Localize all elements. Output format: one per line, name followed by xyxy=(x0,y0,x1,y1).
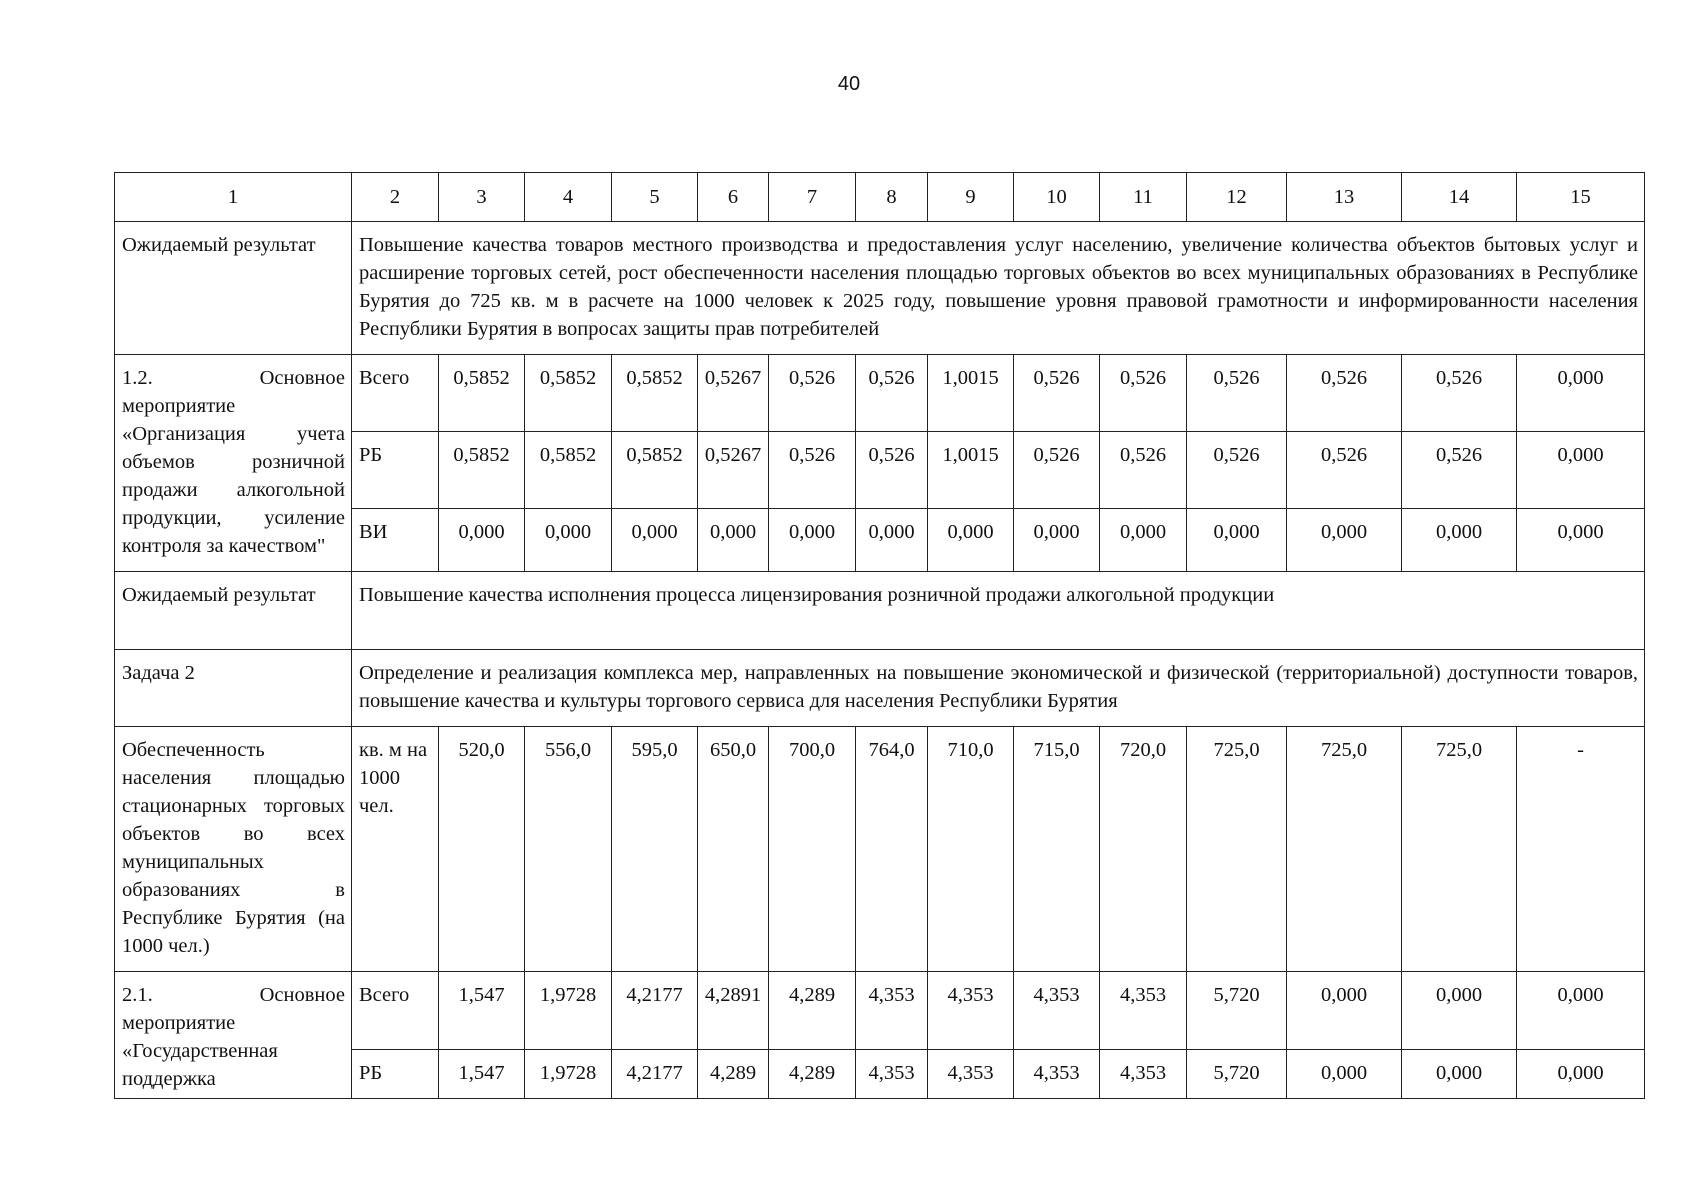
task-label: Задача 2 xyxy=(115,650,352,727)
source-cell: Всего xyxy=(352,972,439,1050)
value-cell: 0,526 xyxy=(1014,355,1100,432)
value-cell: 0,526 xyxy=(1100,432,1187,509)
value-cell: 0,000 xyxy=(1402,1050,1517,1099)
value-cell: 4,2891 xyxy=(698,972,769,1050)
source-cell: ВИ xyxy=(352,509,439,572)
value-cell: - xyxy=(1517,727,1645,972)
value-cell: 4,353 xyxy=(856,972,928,1050)
value-cell: 4,353 xyxy=(1100,1050,1187,1099)
value-cell: 4,289 xyxy=(769,972,856,1050)
column-header: 10 xyxy=(1014,173,1100,222)
value-cell: 0,000 xyxy=(769,509,856,572)
value-cell: 0,5267 xyxy=(698,355,769,432)
expected-result-text: Повышение качества товаров местного производства и предоставления услуг населению, увеличение количества объектов бытовых услуг и расширение торговых сетей, рост обеспеченности населения площадью торговых объектов во всех муниципальных образованиях в Республике Бурятия до 725 кв. м в расчете на 1000 человек к 2025 году, повышение уровня правовой грамотности и информированности населения Республики Бурятия в вопросах защиты прав потребителей xyxy=(352,222,1645,355)
value-cell: 556,0 xyxy=(525,727,612,972)
value-cell: 725,0 xyxy=(1402,727,1517,972)
value-cell: 4,353 xyxy=(1014,1050,1100,1099)
value-cell: 0,000 xyxy=(1402,972,1517,1050)
value-cell: 764,0 xyxy=(856,727,928,972)
indicator-row xyxy=(115,727,1645,972)
page-number: 40 xyxy=(837,73,861,95)
value-cell: 0,5852 xyxy=(439,432,525,509)
value-cell: 0,000 xyxy=(1014,509,1100,572)
table-header-row xyxy=(115,173,1645,222)
value-cell: 0,000 xyxy=(1517,509,1645,572)
value-cell: 0,000 xyxy=(612,509,698,572)
expected-result-text: Повышение качества исполнения процесса лицензирования розничной продажи алкогольной продукции xyxy=(352,572,1645,650)
column-header: 14 xyxy=(1402,173,1517,222)
value-cell: 4,289 xyxy=(769,1050,856,1099)
value-cell: 4,289 xyxy=(698,1050,769,1099)
value-cell: 0,526 xyxy=(856,432,928,509)
value-cell: 4,353 xyxy=(928,972,1014,1050)
value-cell: 0,526 xyxy=(769,432,856,509)
value-cell: 0,000 xyxy=(1187,509,1287,572)
value-cell: 4,2177 xyxy=(612,1050,698,1099)
value-cell: 0,526 xyxy=(1187,355,1287,432)
value-cell: 0,526 xyxy=(1187,432,1287,509)
unit-cell: кв. м на 1000 чел. xyxy=(352,727,439,972)
value-cell: 0,000 xyxy=(698,509,769,572)
value-cell: 0,000 xyxy=(1517,432,1645,509)
value-cell: 4,2177 xyxy=(612,972,698,1050)
column-header: 7 xyxy=(769,173,856,222)
value-cell: 0,000 xyxy=(1517,972,1645,1050)
value-cell: 0,000 xyxy=(525,509,612,572)
value-cell: 0,526 xyxy=(1287,432,1402,509)
value-cell: 0,526 xyxy=(1402,432,1517,509)
value-cell: 650,0 xyxy=(698,727,769,972)
value-cell: 0,5852 xyxy=(612,432,698,509)
table-row xyxy=(115,355,1645,432)
value-cell: 0,526 xyxy=(856,355,928,432)
value-cell: 0,5852 xyxy=(439,355,525,432)
table-row xyxy=(115,972,1645,1050)
value-cell: 4,353 xyxy=(856,1050,928,1099)
column-header: 13 xyxy=(1287,173,1402,222)
value-cell: 520,0 xyxy=(439,727,525,972)
value-cell: 0,000 xyxy=(1287,1050,1402,1099)
value-cell: 0,5267 xyxy=(698,432,769,509)
source-cell: Всего xyxy=(352,355,439,432)
value-cell: 0,000 xyxy=(1100,509,1187,572)
task-text: Определение и реализация комплекса мер, направленных на повышение экономической и физической (территориальной) доступности товаров, повышение качества и культуры торгового сервиса для населения Республики Бурятия xyxy=(352,650,1645,727)
value-cell: 700,0 xyxy=(769,727,856,972)
value-cell: 0,5852 xyxy=(525,355,612,432)
value-cell: 0,526 xyxy=(1100,355,1187,432)
measure-label: 2.1. Основное мероприятие «Государственная поддержка xyxy=(115,972,352,1099)
value-cell: 5,720 xyxy=(1187,972,1287,1050)
column-header: 1 xyxy=(115,173,352,222)
value-cell: 4,353 xyxy=(928,1050,1014,1099)
source-cell: РБ xyxy=(352,432,439,509)
value-cell: 0,000 xyxy=(1517,355,1645,432)
expected-result-label: Ожидаемый результат xyxy=(115,222,352,355)
value-cell: 1,0015 xyxy=(928,432,1014,509)
value-cell: 595,0 xyxy=(612,727,698,972)
value-cell: 710,0 xyxy=(928,727,1014,972)
value-cell: 4,353 xyxy=(1014,972,1100,1050)
expected-result-row xyxy=(115,222,1645,355)
value-cell: 0,5852 xyxy=(612,355,698,432)
column-header: 4 xyxy=(525,173,612,222)
expected-result-row xyxy=(115,572,1645,650)
column-header: 6 xyxy=(698,173,769,222)
task-row xyxy=(115,650,1645,727)
column-header: 3 xyxy=(439,173,525,222)
value-cell: 4,353 xyxy=(1100,972,1187,1050)
value-cell: 0,000 xyxy=(856,509,928,572)
measure-label: 1.2. Основное мероприятие «Организация учета объемов розничной продажи алкогольной продукции, усиление контроля за качеством" xyxy=(115,355,352,572)
value-cell: 1,9728 xyxy=(525,972,612,1050)
value-cell: 0,000 xyxy=(439,509,525,572)
column-header: 11 xyxy=(1100,173,1187,222)
expected-result-label: Ожидаемый результат xyxy=(115,572,352,650)
program-table xyxy=(114,172,1645,1099)
column-header: 2 xyxy=(352,173,439,222)
column-header: 12 xyxy=(1187,173,1287,222)
value-cell: 5,720 xyxy=(1187,1050,1287,1099)
column-header: 15 xyxy=(1517,173,1645,222)
value-cell: 1,547 xyxy=(439,1050,525,1099)
value-cell: 0,526 xyxy=(1014,432,1100,509)
column-header: 5 xyxy=(612,173,698,222)
value-cell: 725,0 xyxy=(1287,727,1402,972)
value-cell: 715,0 xyxy=(1014,727,1100,972)
indicator-label: Обеспеченность населения площадью стационарных торговых объектов во всех муниципальных образованиях в Республике Бурятия (на 1000 чел.) xyxy=(115,727,352,972)
source-cell: РБ xyxy=(352,1050,439,1099)
value-cell: 0,5852 xyxy=(525,432,612,509)
value-cell: 0,000 xyxy=(1517,1050,1645,1099)
value-cell: 0,526 xyxy=(1402,355,1517,432)
value-cell: 725,0 xyxy=(1187,727,1287,972)
value-cell: 720,0 xyxy=(1100,727,1187,972)
column-header: 8 xyxy=(856,173,928,222)
value-cell: 0,526 xyxy=(1287,355,1402,432)
value-cell: 1,547 xyxy=(439,972,525,1050)
value-cell: 0,526 xyxy=(769,355,856,432)
value-cell: 0,000 xyxy=(1402,509,1517,572)
value-cell: 0,000 xyxy=(1287,972,1402,1050)
value-cell: 0,000 xyxy=(1287,509,1402,572)
value-cell: 1,0015 xyxy=(928,355,1014,432)
value-cell: 0,000 xyxy=(928,509,1014,572)
value-cell: 1,9728 xyxy=(525,1050,612,1099)
column-header: 9 xyxy=(928,173,1014,222)
